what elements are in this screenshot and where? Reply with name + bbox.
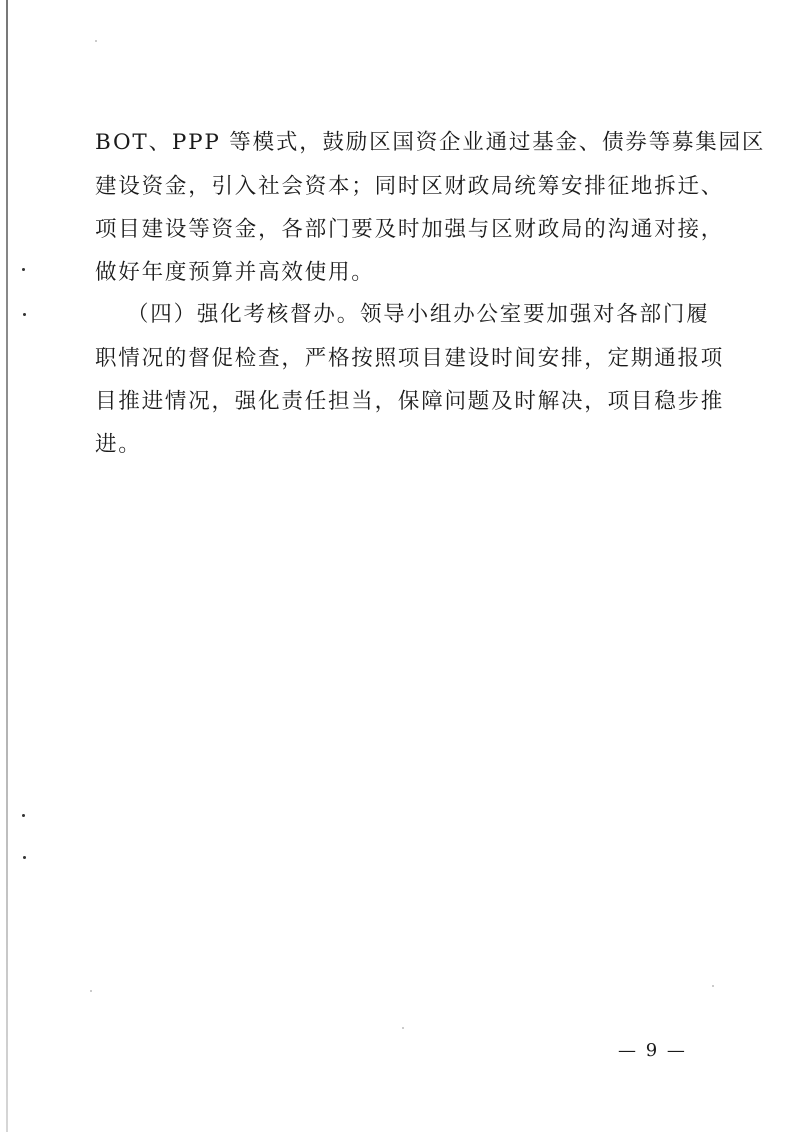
paragraph-line: 目推进情况，强化责任担当，保障问题及时解决，项目稳步推 [95,389,725,414]
scan-speck [22,268,25,271]
scan-speck [90,990,92,992]
paragraph-line: 职情况的督促检查，严格按照项目建设时间安排，定期通报项 [95,346,725,371]
scan-speck [712,985,714,987]
binding-edge-line [6,0,8,1132]
scan-speck [402,1027,404,1029]
paragraph-line: 进。 [95,432,142,457]
page-number: — 9 — [618,1040,687,1061]
scan-speck [23,856,26,859]
scan-speck [23,313,26,316]
scan-speck [95,40,97,42]
paragraph-line: 做好年度预算并高效使用。 [95,260,375,285]
paragraph-line: 项目建设等资金，各部门要及时加强与区财政局的沟通对接， [95,217,725,242]
paragraph-line: BOT、PPP 等模式，鼓励区国资企业通过基金、债券等募集园区 [95,130,766,155]
section-heading-line: （四）强化考核督办。领导小组办公室要加强对各部门履 [127,302,710,327]
scan-speck [22,814,25,817]
paragraph-line: 建设资金，引入社会资本；同时区财政局统筹安排征地拆迁、 [95,174,725,199]
